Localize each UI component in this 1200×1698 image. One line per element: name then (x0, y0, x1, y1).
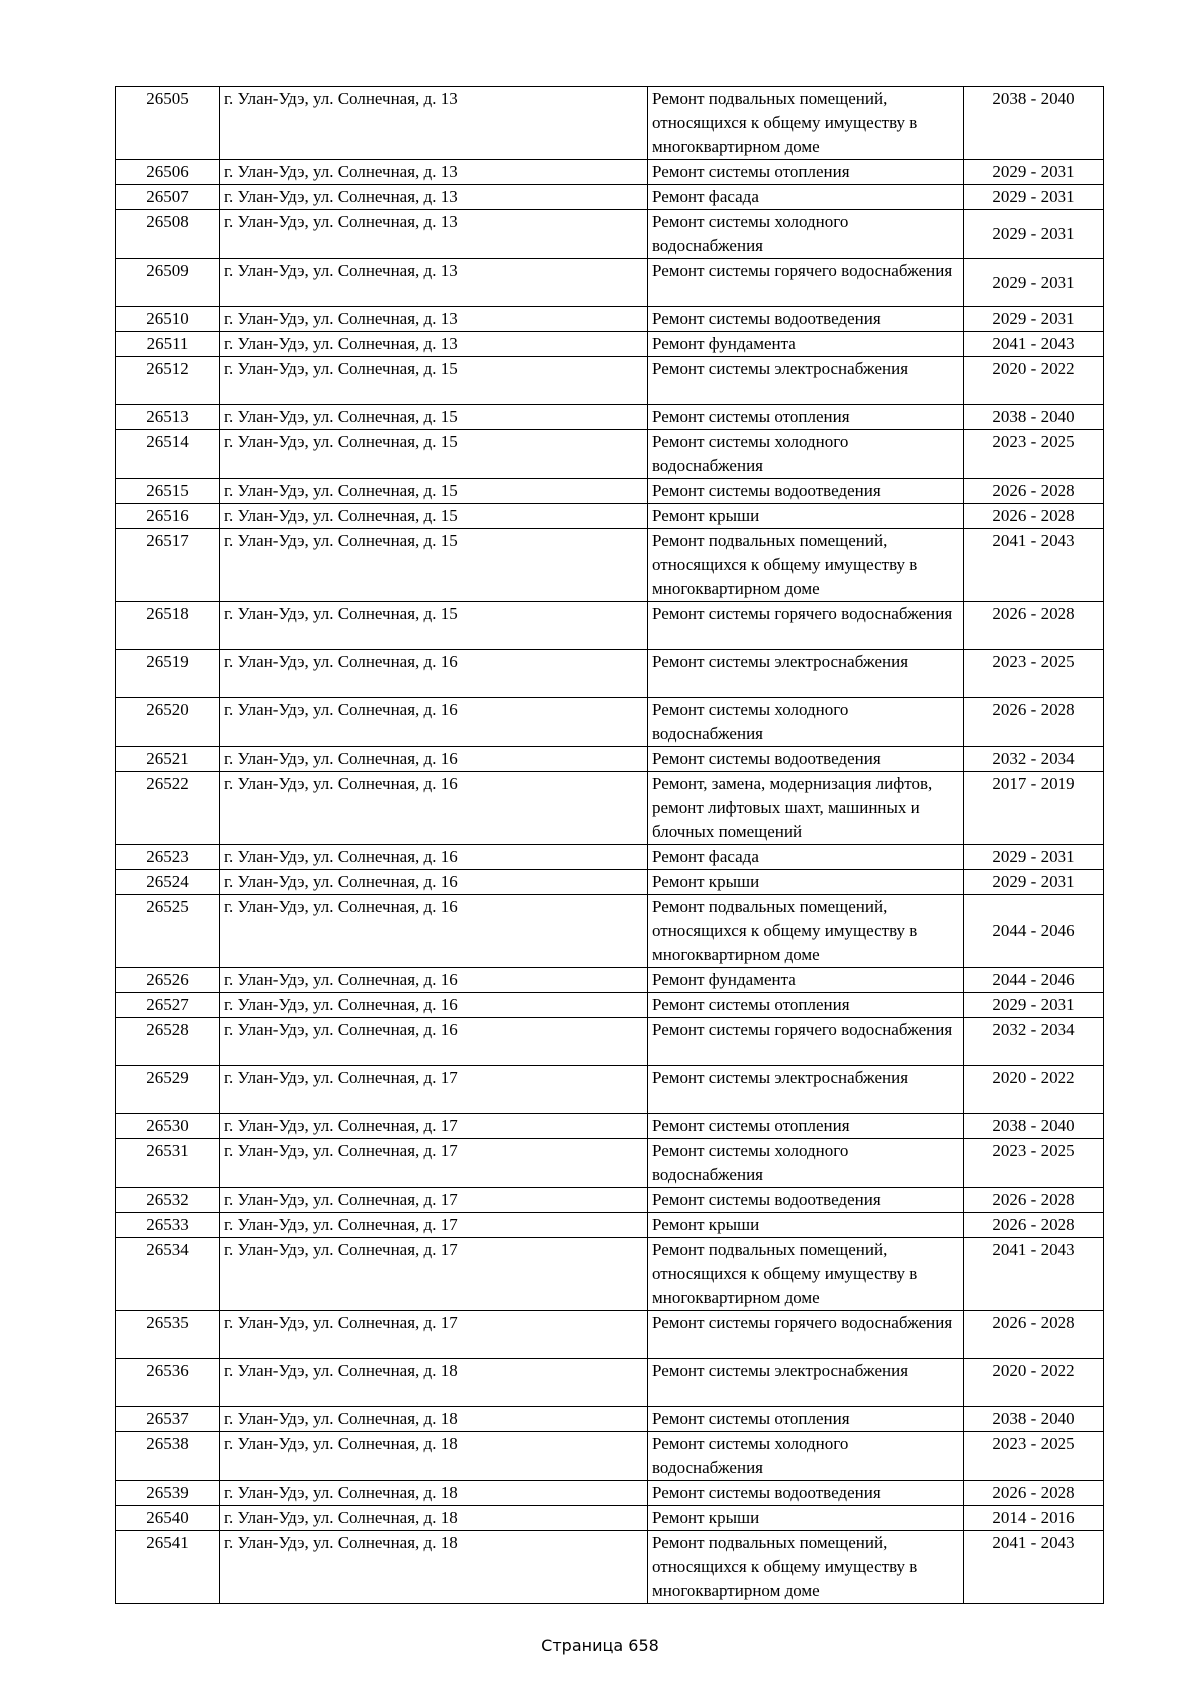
row-number: 26535 (116, 1311, 220, 1359)
table-row (116, 698, 1104, 747)
table-row (116, 870, 1104, 895)
table-row (116, 479, 1104, 504)
table-row (116, 1213, 1104, 1238)
row-number: 26533 (116, 1213, 220, 1238)
row-period: 2032 - 2034 (964, 1018, 1104, 1066)
row-work-type: Ремонт системы холодного водоснабжения (648, 210, 964, 259)
row-period: 2044 - 2046 (964, 895, 1104, 968)
table-row (116, 529, 1104, 602)
row-period: 2020 - 2022 (964, 357, 1104, 405)
table-row (116, 747, 1104, 772)
row-period: 2026 - 2028 (964, 1188, 1104, 1213)
row-number: 26539 (116, 1481, 220, 1506)
table-row (116, 1018, 1104, 1066)
row-work-type: Ремонт фундамента (648, 968, 964, 993)
row-period: 2026 - 2028 (964, 1481, 1104, 1506)
row-number: 26525 (116, 895, 220, 968)
row-period: 2041 - 2043 (964, 529, 1104, 602)
row-address: г. Улан-Удэ, ул. Солнечная, д. 16 (220, 698, 648, 747)
row-work-type: Ремонт системы водоотведения (648, 1188, 964, 1213)
table-row (116, 993, 1104, 1018)
row-work-type: Ремонт подвальных помещений, относящихся к общему имуществу в многоквартирном доме (648, 895, 964, 968)
row-address: г. Улан-Удэ, ул. Солнечная, д. 13 (220, 185, 648, 210)
row-address: г. Улан-Удэ, ул. Солнечная, д. 16 (220, 968, 648, 993)
row-number: 26519 (116, 650, 220, 698)
table-row (116, 1311, 1104, 1359)
table-row (116, 259, 1104, 307)
row-number: 26516 (116, 504, 220, 529)
table-row (116, 895, 1104, 968)
works-table (115, 86, 1104, 1604)
row-address: г. Улан-Удэ, ул. Солнечная, д. 17 (220, 1114, 648, 1139)
row-period: 2038 - 2040 (964, 1407, 1104, 1432)
row-number: 26527 (116, 993, 220, 1018)
row-work-type: Ремонт системы холодного водоснабжения (648, 698, 964, 747)
row-address: г. Улан-Удэ, ул. Солнечная, д. 15 (220, 479, 648, 504)
row-work-type: Ремонт системы отопления (648, 993, 964, 1018)
table-row (116, 1188, 1104, 1213)
row-work-type: Ремонт подвальных помещений, относящихся к общему имуществу в многоквартирном доме (648, 1238, 964, 1311)
row-number: 26524 (116, 870, 220, 895)
row-address: г. Улан-Удэ, ул. Солнечная, д. 13 (220, 307, 648, 332)
row-address: г. Улан-Удэ, ул. Солнечная, д. 13 (220, 210, 648, 259)
table-row (116, 87, 1104, 160)
row-period: 2029 - 2031 (964, 210, 1104, 259)
row-address: г. Улан-Удэ, ул. Солнечная, д. 16 (220, 870, 648, 895)
row-number: 26505 (116, 87, 220, 160)
table-row (116, 210, 1104, 259)
row-period: 2029 - 2031 (964, 259, 1104, 307)
row-number: 26538 (116, 1432, 220, 1481)
row-period: 2023 - 2025 (964, 1432, 1104, 1481)
row-period: 2020 - 2022 (964, 1359, 1104, 1407)
row-address: г. Улан-Удэ, ул. Солнечная, д. 13 (220, 87, 648, 160)
row-work-type: Ремонт фасада (648, 185, 964, 210)
row-work-type: Ремонт системы водоотведения (648, 479, 964, 504)
row-address: г. Улан-Удэ, ул. Солнечная, д. 17 (220, 1238, 648, 1311)
table-row (116, 430, 1104, 479)
row-number: 26541 (116, 1531, 220, 1604)
row-number: 26526 (116, 968, 220, 993)
row-number: 26507 (116, 185, 220, 210)
table-row (116, 504, 1104, 529)
row-address: г. Улан-Удэ, ул. Солнечная, д. 16 (220, 772, 648, 845)
table-row (116, 1531, 1104, 1604)
row-address: г. Улан-Удэ, ул. Солнечная, д. 18 (220, 1506, 648, 1531)
table-row (116, 1114, 1104, 1139)
row-period: 2041 - 2043 (964, 1238, 1104, 1311)
row-period: 2029 - 2031 (964, 993, 1104, 1018)
page-number: Страница 658 (541, 1636, 659, 1655)
row-address: г. Улан-Удэ, ул. Солнечная, д. 17 (220, 1311, 648, 1359)
row-number: 26513 (116, 405, 220, 430)
row-address: г. Улан-Удэ, ул. Солнечная, д. 13 (220, 259, 648, 307)
row-work-type: Ремонт фундамента (648, 332, 964, 357)
row-work-type: Ремонт фасада (648, 845, 964, 870)
row-period: 2029 - 2031 (964, 160, 1104, 185)
row-number: 26512 (116, 357, 220, 405)
row-period: 2026 - 2028 (964, 504, 1104, 529)
row-number: 26511 (116, 332, 220, 357)
row-work-type: Ремонт системы горячего водоснабжения (648, 1018, 964, 1066)
row-address: г. Улан-Удэ, ул. Солнечная, д. 16 (220, 993, 648, 1018)
row-work-type: Ремонт подвальных помещений, относящихся к общему имуществу в многоквартирном доме (648, 529, 964, 602)
row-period: 2023 - 2025 (964, 650, 1104, 698)
row-period: 2041 - 2043 (964, 1531, 1104, 1604)
table-row (116, 1139, 1104, 1188)
row-period: 2029 - 2031 (964, 870, 1104, 895)
row-address: г. Улан-Удэ, ул. Солнечная, д. 17 (220, 1188, 648, 1213)
row-period: 2023 - 2025 (964, 430, 1104, 479)
row-number: 26508 (116, 210, 220, 259)
row-number: 26530 (116, 1114, 220, 1139)
row-period: 2038 - 2040 (964, 405, 1104, 430)
row-work-type: Ремонт системы отопления (648, 1114, 964, 1139)
row-period: 2044 - 2046 (964, 968, 1104, 993)
row-work-type: Ремонт системы водоотведения (648, 747, 964, 772)
row-address: г. Улан-Удэ, ул. Солнечная, д. 18 (220, 1481, 648, 1506)
works-table-body (116, 87, 1104, 1604)
row-address: г. Улан-Удэ, ул. Солнечная, д. 15 (220, 602, 648, 650)
row-period: 2026 - 2028 (964, 479, 1104, 504)
row-address: г. Улан-Удэ, ул. Солнечная, д. 13 (220, 160, 648, 185)
table-row (116, 405, 1104, 430)
table-row (116, 357, 1104, 405)
row-work-type: Ремонт крыши (648, 504, 964, 529)
row-number: 26534 (116, 1238, 220, 1311)
row-period: 2038 - 2040 (964, 87, 1104, 160)
row-address: г. Улан-Удэ, ул. Солнечная, д. 17 (220, 1139, 648, 1188)
row-work-type: Ремонт системы отопления (648, 1407, 964, 1432)
row-address: г. Улан-Удэ, ул. Солнечная, д. 17 (220, 1066, 648, 1114)
row-period: 2026 - 2028 (964, 1311, 1104, 1359)
row-address: г. Улан-Удэ, ул. Солнечная, д. 15 (220, 405, 648, 430)
row-number: 26522 (116, 772, 220, 845)
row-work-type: Ремонт подвальных помещений, относящихся к общему имуществу в многоквартирном доме (648, 1531, 964, 1604)
row-address: г. Улан-Удэ, ул. Солнечная, д. 13 (220, 332, 648, 357)
row-number: 26523 (116, 845, 220, 870)
table-row (116, 307, 1104, 332)
row-address: г. Улан-Удэ, ул. Солнечная, д. 16 (220, 747, 648, 772)
table-row (116, 1481, 1104, 1506)
row-address: г. Улан-Удэ, ул. Солнечная, д. 16 (220, 650, 648, 698)
table-row (116, 1407, 1104, 1432)
table-row (116, 772, 1104, 845)
row-address: г. Улан-Удэ, ул. Солнечная, д. 18 (220, 1407, 648, 1432)
row-address: г. Улан-Удэ, ул. Солнечная, д. 18 (220, 1531, 648, 1604)
row-address: г. Улан-Удэ, ул. Солнечная, д. 18 (220, 1432, 648, 1481)
row-number: 26540 (116, 1506, 220, 1531)
row-work-type: Ремонт крыши (648, 1506, 964, 1531)
row-number: 26532 (116, 1188, 220, 1213)
row-period: 2029 - 2031 (964, 845, 1104, 870)
row-number: 26520 (116, 698, 220, 747)
row-number: 26518 (116, 602, 220, 650)
row-work-type: Ремонт системы горячего водоснабжения (648, 259, 964, 307)
row-period: 2032 - 2034 (964, 747, 1104, 772)
row-period: 2020 - 2022 (964, 1066, 1104, 1114)
row-number: 26514 (116, 430, 220, 479)
row-period: 2029 - 2031 (964, 185, 1104, 210)
row-address: г. Улан-Удэ, ул. Солнечная, д. 18 (220, 1359, 648, 1407)
row-work-type: Ремонт системы отопления (648, 160, 964, 185)
row-address: г. Улан-Удэ, ул. Солнечная, д. 15 (220, 529, 648, 602)
row-work-type: Ремонт системы горячего водоснабжения (648, 602, 964, 650)
row-number: 26537 (116, 1407, 220, 1432)
row-period: 2023 - 2025 (964, 1139, 1104, 1188)
table-row (116, 1506, 1104, 1531)
row-period: 2017 - 2019 (964, 772, 1104, 845)
row-number: 26521 (116, 747, 220, 772)
row-address: г. Улан-Удэ, ул. Солнечная, д. 16 (220, 845, 648, 870)
row-period: 2026 - 2028 (964, 602, 1104, 650)
table-row (116, 845, 1104, 870)
row-work-type: Ремонт крыши (648, 1213, 964, 1238)
table-row (116, 185, 1104, 210)
row-number: 26517 (116, 529, 220, 602)
row-period: 2014 - 2016 (964, 1506, 1104, 1531)
row-work-type: Ремонт крыши (648, 870, 964, 895)
table-row (116, 968, 1104, 993)
row-period: 2026 - 2028 (964, 1213, 1104, 1238)
row-address: г. Улан-Удэ, ул. Солнечная, д. 16 (220, 895, 648, 968)
table-row (116, 160, 1104, 185)
row-period: 2041 - 2043 (964, 332, 1104, 357)
row-work-type: Ремонт системы электроснабжения (648, 1359, 964, 1407)
row-number: 26528 (116, 1018, 220, 1066)
row-number: 26515 (116, 479, 220, 504)
row-address: г. Улан-Удэ, ул. Солнечная, д. 17 (220, 1213, 648, 1238)
row-address: г. Улан-Удэ, ул. Солнечная, д. 15 (220, 430, 648, 479)
row-work-type: Ремонт подвальных помещений, относящихся к общему имуществу в многоквартирном доме (648, 87, 964, 160)
row-work-type: Ремонт, замена, модернизация лифтов, ремонт лифтовых шахт, машинных и блочных помещений (648, 772, 964, 845)
table-row (116, 1359, 1104, 1407)
row-period: 2029 - 2031 (964, 307, 1104, 332)
row-period: 2026 - 2028 (964, 698, 1104, 747)
row-address: г. Улан-Удэ, ул. Солнечная, д. 15 (220, 357, 648, 405)
table-row (116, 602, 1104, 650)
table-row (116, 650, 1104, 698)
row-work-type: Ремонт системы электроснабжения (648, 357, 964, 405)
row-number: 26510 (116, 307, 220, 332)
row-work-type: Ремонт системы холодного водоснабжения (648, 1432, 964, 1481)
row-work-type: Ремонт системы электроснабжения (648, 1066, 964, 1114)
row-work-type: Ремонт системы горячего водоснабжения (648, 1311, 964, 1359)
row-number: 26509 (116, 259, 220, 307)
row-address: г. Улан-Удэ, ул. Солнечная, д. 16 (220, 1018, 648, 1066)
row-work-type: Ремонт системы холодного водоснабжения (648, 1139, 964, 1188)
row-work-type: Ремонт системы водоотведения (648, 307, 964, 332)
row-work-type: Ремонт системы холодного водоснабжения (648, 430, 964, 479)
row-number: 26529 (116, 1066, 220, 1114)
row-work-type: Ремонт системы отопления (648, 405, 964, 430)
table-row (116, 1432, 1104, 1481)
row-number: 26536 (116, 1359, 220, 1407)
row-address: г. Улан-Удэ, ул. Солнечная, д. 15 (220, 504, 648, 529)
row-number: 26531 (116, 1139, 220, 1188)
table-row (116, 332, 1104, 357)
row-work-type: Ремонт системы водоотведения (648, 1481, 964, 1506)
table-row (116, 1066, 1104, 1114)
row-work-type: Ремонт системы электроснабжения (648, 650, 964, 698)
row-period: 2038 - 2040 (964, 1114, 1104, 1139)
row-number: 26506 (116, 160, 220, 185)
table-row (116, 1238, 1104, 1311)
